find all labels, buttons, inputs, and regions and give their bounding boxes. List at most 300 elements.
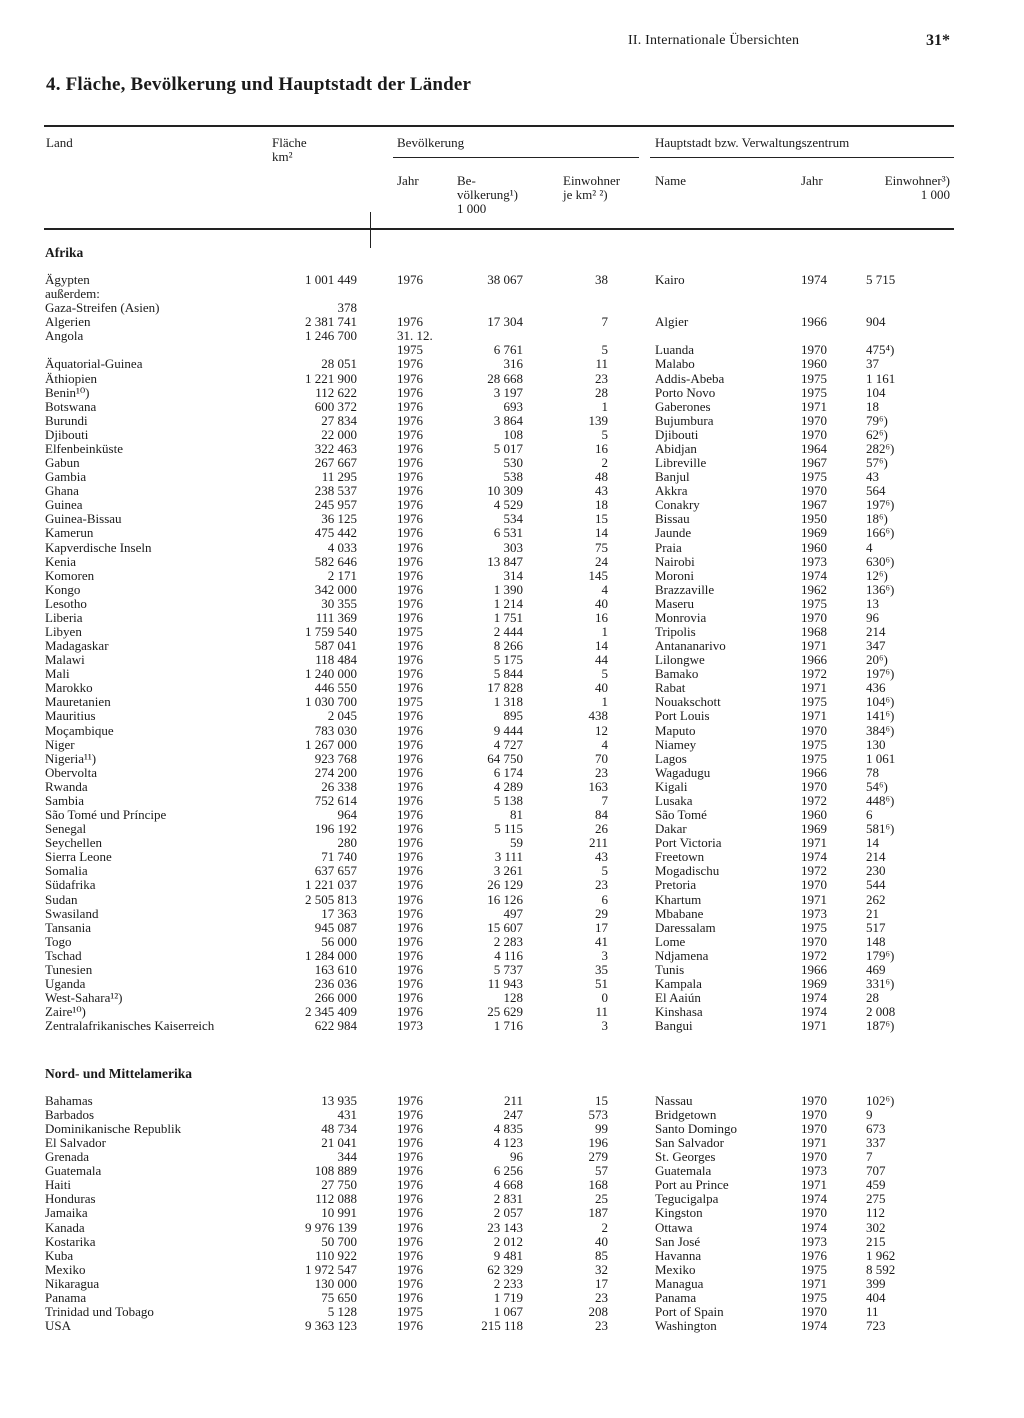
cell-land: Kenia — [45, 554, 77, 569]
table-row — [0, 526, 1024, 540]
cell-jahr: 1976 — [397, 1205, 423, 1221]
cell-flaeche: 637 657 — [314, 863, 357, 879]
table-row — [0, 1005, 1024, 1019]
cell-dichte: 3 — [601, 1018, 608, 1034]
cell-bevoelkerung: 4 116 — [494, 947, 523, 963]
table-row — [0, 1164, 1024, 1178]
cell-jahr: 1976 — [397, 764, 423, 780]
cell-hauptstadt: Port au Prince — [655, 1177, 729, 1193]
cell-hauptstadt: Kampala — [655, 976, 702, 991]
cell-einwohner: 384⁶) — [866, 722, 895, 738]
table-row — [0, 653, 1024, 667]
table-row — [0, 1249, 1024, 1263]
table-row — [0, 273, 1024, 287]
table-top-rule — [44, 125, 954, 127]
cell-bevoelkerung: 538 — [503, 469, 523, 485]
cell-bevoelkerung: 108 — [503, 426, 523, 442]
cell-hs-jahr: 1970 — [801, 722, 827, 738]
cell-einwohner: 102⁶) — [866, 1093, 895, 1108]
cell-dichte: 23 — [595, 877, 608, 893]
cell-flaeche: 238 537 — [314, 483, 357, 499]
cell-hs-jahr: 1950 — [801, 511, 827, 527]
cell-hs-jahr: 1975 — [801, 694, 827, 710]
cell-bevoelkerung: 5 175 — [493, 652, 523, 668]
cell-hs-jahr: 1971 — [801, 1275, 827, 1291]
cell-flaeche: 1 001 449 — [305, 272, 357, 287]
table-row — [0, 512, 1024, 526]
cell-land: Lesotho — [45, 596, 87, 611]
cell-einwohner: 112 — [866, 1205, 886, 1221]
table-row — [0, 414, 1024, 428]
cell-einwohner: 37 — [866, 356, 879, 372]
cell-dichte: 24 — [595, 553, 608, 569]
cell-einwohner: 262 — [866, 891, 886, 907]
cell-bevoelkerung: 3 111 — [494, 849, 523, 865]
cell-einwohner: 469 — [866, 961, 886, 977]
cell-flaeche: 266 000 — [314, 990, 357, 1006]
table-row — [0, 963, 1024, 977]
cell-bevoelkerung: 3 197 — [493, 384, 523, 400]
cell-dichte: 75 — [595, 539, 608, 555]
cell-land: Sierra Leone — [45, 850, 112, 865]
table-row — [0, 329, 1024, 343]
cell-flaeche: 10 991 — [321, 1205, 357, 1221]
header-hauptstadt: Hauptstadt bzw. Verwaltungszentrum — [655, 135, 850, 150]
cell-flaeche: 622 984 — [314, 1018, 357, 1034]
header-dichte: Einwohner je km² ²) — [563, 173, 621, 202]
cell-dichte: 15 — [595, 1093, 608, 1108]
cell-hauptstadt: Rabat — [655, 680, 686, 696]
cell-hauptstadt: Brazzaville — [655, 581, 715, 597]
cell-jahr: 1976 — [397, 356, 423, 372]
cell-flaeche: 27 834 — [321, 412, 357, 428]
cell-jahr: 1976 — [397, 821, 423, 837]
cell-land: Guinea — [45, 498, 83, 513]
cell-hs-jahr: 1967 — [801, 455, 827, 471]
cell-land: außerdem: — [45, 287, 100, 302]
cell-flaeche: 22 000 — [321, 426, 357, 442]
cell-einwohner: 404 — [866, 1289, 886, 1305]
cell-hs-jahr: 1962 — [801, 581, 827, 597]
cell-land: Mauretanien — [45, 695, 111, 710]
header-einwohner: Einwohner³) 1 000 — [884, 173, 950, 202]
cell-bevoelkerung: 9 481 — [493, 1247, 523, 1263]
cell-einwohner: 230 — [866, 863, 886, 879]
cell-land: Sambia — [45, 793, 84, 808]
cell-hauptstadt: Lome — [655, 933, 686, 949]
cell-hauptstadt: Ndjamena — [655, 947, 709, 963]
cell-dichte: 84 — [595, 807, 608, 823]
cell-hauptstadt: Praia — [655, 539, 682, 555]
cell-hauptstadt: Moroni — [655, 567, 694, 583]
cell-einwohner: 214 — [866, 849, 886, 865]
cell-hauptstadt: Lilongwe — [655, 652, 705, 668]
cell-bevoelkerung: 530 — [503, 455, 523, 471]
cell-bevoelkerung: 4 529 — [493, 497, 523, 513]
cell-land: Kamerun — [45, 526, 94, 541]
cell-jahr: 1976 — [397, 905, 423, 921]
cell-bevoelkerung: 9 444 — [493, 722, 523, 738]
cell-jahr: 1976 — [397, 581, 423, 597]
cell-bevoelkerung: 5 115 — [494, 821, 523, 837]
cell-hs-jahr: 1975 — [801, 919, 827, 935]
cell-jahr: 1976 — [397, 511, 423, 527]
cell-jahr: 1976 — [397, 807, 423, 823]
table-row — [0, 878, 1024, 892]
cell-hs-jahr: 1975 — [801, 750, 827, 766]
cell-hauptstadt: Malabo — [655, 356, 695, 372]
cell-einwohner: 179⁶) — [866, 947, 895, 963]
cell-einwohner: 20⁶) — [866, 652, 888, 668]
header-bevoelkerung: Bevölkerung — [397, 135, 465, 150]
cell-hauptstadt: Nouakschott — [655, 694, 721, 710]
cell-bevoelkerung: 96 — [510, 1149, 523, 1165]
cell-flaeche: 378 — [337, 300, 357, 316]
cell-jahr: 1976 — [397, 455, 423, 471]
cell-jahr: 1976 — [397, 1233, 423, 1249]
cell-hauptstadt: Port Victoria — [655, 835, 722, 851]
table-row — [0, 780, 1024, 794]
table-row — [0, 470, 1024, 484]
cell-bevoelkerung: 5 844 — [493, 666, 523, 682]
cell-jahr: 1976 — [397, 638, 423, 654]
cell-land: Barbados — [45, 1108, 95, 1123]
cell-dichte: 40 — [595, 595, 608, 611]
page-number: 31* — [926, 32, 950, 49]
cell-hs-jahr: 1966 — [801, 764, 827, 780]
cell-hs-jahr: 1971 — [801, 398, 827, 414]
cell-einwohner: 197⁶) — [866, 666, 895, 682]
cell-einwohner: 399 — [866, 1275, 886, 1291]
cell-land: Nikaragua — [45, 1276, 100, 1291]
cell-dichte: 23 — [595, 1317, 608, 1333]
cell-bevoelkerung: 5 017 — [493, 440, 523, 456]
cell-dichte: 26 — [595, 821, 608, 837]
cell-bevoelkerung: 5 138 — [493, 792, 523, 808]
cell-flaeche: 2 045 — [327, 708, 357, 724]
cell-flaeche: 446 550 — [314, 680, 357, 696]
cell-hauptstadt: Monrovia — [655, 609, 707, 625]
cell-einwohner: 11 — [866, 1303, 879, 1319]
cell-land: Kostarika — [45, 1234, 96, 1249]
cell-land: Tansania — [45, 920, 92, 935]
cell-hauptstadt: Guatemala — [655, 1163, 712, 1179]
cell-land: Botswana — [45, 399, 97, 414]
cell-flaeche: 48 734 — [321, 1121, 357, 1137]
cell-bevoelkerung: 215 118 — [481, 1317, 523, 1333]
cell-einwohner: 7 — [866, 1149, 873, 1165]
cell-flaeche: 280 — [337, 835, 357, 851]
table-row — [0, 639, 1024, 653]
table-row — [0, 766, 1024, 780]
cell-flaeche: 56 000 — [321, 933, 357, 949]
cell-flaeche: 9 976 139 — [305, 1219, 357, 1235]
table-row — [0, 1019, 1024, 1033]
cell-jahr: 1976 — [397, 469, 423, 485]
table-row — [0, 808, 1024, 822]
table-row — [0, 738, 1024, 752]
cell-flaeche: 110 922 — [315, 1247, 357, 1263]
table-row — [0, 709, 1024, 723]
cell-land: Mali — [45, 667, 70, 682]
cell-land: Gaza-Streifen (Asien) — [45, 301, 160, 316]
cell-hauptstadt: San José — [655, 1233, 701, 1249]
cell-dichte: 6 — [601, 891, 608, 907]
cell-dichte: 16 — [595, 609, 608, 625]
cell-einwohner: 141⁶) — [866, 708, 895, 724]
cell-dichte: 14 — [595, 638, 608, 654]
cell-hs-jahr: 1971 — [801, 1177, 827, 1193]
cell-dichte: 5 — [601, 666, 608, 682]
cell-flaeche: 130 000 — [314, 1275, 357, 1291]
cell-land: USA — [45, 1318, 72, 1333]
table-row — [0, 864, 1024, 878]
cell-hauptstadt: Tegucigalpa — [655, 1191, 719, 1207]
cell-flaeche: 600 372 — [314, 398, 357, 414]
cell-dichte: 23 — [595, 370, 608, 386]
cell-einwohner: 57⁶) — [866, 455, 888, 471]
cell-hauptstadt: Mexiko — [655, 1261, 696, 1277]
cell-dichte: 40 — [595, 680, 608, 696]
cell-bevoelkerung: 4 289 — [493, 778, 523, 794]
cell-jahr: 1976 — [397, 314, 423, 330]
cell-hauptstadt: Bissau — [655, 511, 690, 527]
cell-flaeche: 236 036 — [314, 976, 357, 991]
cell-dichte: 17 — [595, 1275, 608, 1291]
cell-dichte: 7 — [601, 314, 608, 330]
cell-hs-jahr: 1971 — [801, 1135, 827, 1151]
cell-jahr: 1976 — [397, 384, 423, 400]
cell-land: Djibouti — [45, 427, 89, 442]
cell-bevoelkerung: 2 233 — [493, 1275, 523, 1291]
cell-jahr: 1976 — [397, 539, 423, 555]
cell-hs-jahr: 1973 — [801, 1163, 827, 1179]
cell-bevoelkerung: 4 668 — [493, 1177, 523, 1193]
header-jahr: Jahr — [397, 173, 419, 188]
cell-jahr: 1976 — [397, 412, 423, 428]
cell-land: Äquatorial-Guinea — [45, 357, 143, 372]
cell-einwohner: 43 — [866, 469, 879, 485]
cell-jahr: 1976 — [397, 961, 423, 977]
cell-hauptstadt: San Salvador — [655, 1135, 724, 1151]
cell-einwohner: 723 — [866, 1317, 886, 1333]
cell-bevoelkerung: 13 847 — [487, 553, 523, 569]
cell-hs-jahr: 1970 — [801, 933, 827, 949]
cell-hs-jahr: 1973 — [801, 1233, 827, 1249]
cell-dichte: 43 — [595, 849, 608, 865]
cell-bevoelkerung: 5 737 — [493, 961, 523, 977]
table-row — [0, 907, 1024, 921]
cell-bevoelkerung: 4 727 — [493, 736, 523, 752]
cell-jahr: 1976 — [397, 609, 423, 625]
cell-einwohner: 21 — [866, 905, 879, 921]
cell-hs-jahr: 1970 — [801, 1205, 827, 1221]
cell-hs-jahr: 1970 — [801, 1107, 827, 1123]
cell-einwohner: 54⁶) — [866, 778, 888, 794]
cell-bevoelkerung: 1 719 — [493, 1289, 523, 1305]
table-row — [0, 1263, 1024, 1277]
cell-hs-jahr: 1970 — [801, 412, 827, 428]
cell-land: Madagaskar — [45, 639, 109, 654]
table-row — [0, 428, 1024, 442]
cell-einwohner: 475⁴) — [866, 342, 895, 358]
cell-dichte: 2 — [601, 455, 608, 471]
cell-flaeche: 28 051 — [321, 356, 357, 372]
cell-dichte: 4 — [601, 581, 608, 597]
cell-hauptstadt: Nairobi — [655, 553, 695, 569]
cell-land: Niger — [45, 737, 75, 752]
cell-dichte: 41 — [595, 933, 608, 949]
cell-hauptstadt: Dakar — [655, 821, 687, 837]
cell-land: Mexiko — [45, 1262, 86, 1277]
cell-jahr: 1976 — [397, 778, 423, 794]
cell-hs-jahr: 1973 — [801, 905, 827, 921]
cell-flaeche: 267 667 — [314, 455, 357, 471]
cell-bevoelkerung: 17 828 — [487, 680, 523, 696]
cell-flaeche: 108 889 — [314, 1163, 357, 1179]
cell-jahr: 1976 — [397, 919, 423, 935]
cell-hs-jahr: 1975 — [801, 595, 827, 611]
table-row — [0, 301, 1024, 315]
cell-dichte: 145 — [588, 567, 608, 583]
cell-hs-jahr: 1970 — [801, 1121, 827, 1137]
cell-hauptstadt: Santo Domingo — [655, 1121, 737, 1137]
cell-bevoelkerung: 81 — [510, 807, 523, 823]
cell-hs-jahr: 1960 — [801, 539, 827, 555]
table-row — [0, 921, 1024, 935]
cell-flaeche: 1 221 900 — [305, 370, 357, 386]
cell-flaeche: 342 000 — [314, 581, 357, 597]
table-row — [0, 400, 1024, 414]
cell-flaeche: 322 463 — [314, 440, 357, 456]
cell-bevoelkerung: 2 831 — [493, 1191, 523, 1207]
table-row — [0, 1291, 1024, 1305]
cell-hauptstadt: Maseru — [655, 595, 694, 611]
cell-jahr: 1975 — [397, 694, 423, 710]
cell-einwohner: 2 008 — [866, 1004, 896, 1020]
cell-einwohner: 187⁶) — [866, 1018, 895, 1034]
cell-hs-jahr: 1975 — [801, 736, 827, 752]
cell-land: São Tomé und Príncipe — [45, 808, 167, 823]
cell-dichte: 51 — [595, 976, 608, 991]
cell-hs-jahr: 1975 — [801, 370, 827, 386]
cell-flaeche: 1 759 540 — [305, 624, 357, 639]
cell-jahr: 1976 — [397, 1163, 423, 1179]
cell-einwohner: 12⁶) — [866, 567, 888, 583]
cell-flaeche: 274 200 — [314, 764, 357, 780]
cell-hauptstadt: Khartum — [655, 891, 702, 907]
cell-hauptstadt: Addis-Abeba — [655, 370, 725, 386]
cell-bevoelkerung: 16 126 — [487, 891, 523, 907]
cell-hs-jahr: 1974 — [801, 849, 827, 865]
cell-jahr: 1976 — [397, 1149, 423, 1165]
cell-flaeche: 1 246 700 — [305, 328, 357, 344]
cell-hs-jahr: 1976 — [801, 1247, 827, 1263]
cell-flaeche: 111 369 — [315, 609, 357, 625]
cell-land: Rwanda — [45, 779, 88, 794]
cell-hs-jahr: 1971 — [801, 638, 827, 654]
section-title: Nord- und Mittelamerika — [45, 1066, 192, 1081]
cell-jahr: 1976 — [397, 877, 423, 893]
cell-hauptstadt: Daressalam — [655, 919, 716, 935]
cell-dichte: 38 — [595, 272, 608, 287]
cell-einwohner: 275 — [866, 1191, 886, 1207]
cell-bevoelkerung: 534 — [503, 511, 523, 527]
cell-bevoelkerung: 6 761 — [493, 342, 523, 358]
cell-land: Mauritius — [45, 709, 96, 724]
cell-dichte: 17 — [595, 919, 608, 935]
cell-land: Marokko — [45, 681, 93, 696]
table-row — [0, 1122, 1024, 1136]
cell-hs-jahr: 1975 — [801, 469, 827, 485]
table-row — [0, 315, 1024, 329]
table-row — [0, 836, 1024, 850]
cell-hs-jahr: 1969 — [801, 976, 827, 991]
cell-hs-jahr: 1960 — [801, 356, 827, 372]
cell-dichte: 438 — [588, 708, 608, 724]
cell-jahr: 1976 — [397, 1191, 423, 1207]
cell-land: Tunesien — [45, 962, 93, 977]
cell-einwohner: 104⁶) — [866, 694, 895, 710]
cell-jahr: 1976 — [397, 1177, 423, 1193]
cell-jahr: 1976 — [397, 666, 423, 682]
cell-einwohner: 96 — [866, 609, 879, 625]
cell-einwohner: 1 962 — [866, 1247, 896, 1263]
cell-land: Ghana — [45, 484, 79, 499]
running-head: II. Internationale Übersichten — [628, 33, 800, 48]
cell-flaeche: 923 768 — [314, 750, 357, 766]
section-title: Afrika — [45, 245, 84, 260]
cell-dichte: 1 — [601, 694, 608, 710]
cell-land: Nigeria¹¹) — [45, 751, 97, 766]
table-row — [0, 287, 1024, 301]
cell-dichte: 85 — [595, 1247, 608, 1263]
cell-hs-jahr: 1970 — [801, 342, 827, 358]
cell-jahr: 1976 — [397, 680, 423, 696]
cell-jahr: 1976 — [397, 1261, 423, 1277]
cell-dichte: 48 — [595, 469, 608, 485]
header-flaeche: Fläche km² — [272, 135, 307, 164]
cell-hauptstadt: Maputo — [655, 722, 696, 738]
cell-hs-jahr: 1974 — [801, 990, 827, 1006]
table-row — [0, 583, 1024, 597]
cell-einwohner: 331⁶) — [866, 976, 895, 991]
cell-hauptstadt: Havanna — [655, 1247, 702, 1263]
cell-bevoelkerung: 497 — [503, 905, 523, 921]
cell-jahr: 1975 — [397, 1303, 423, 1319]
cell-dichte: 29 — [595, 905, 608, 921]
cell-dichte: 18 — [595, 497, 608, 513]
header-name: Name — [655, 173, 687, 188]
cell-hauptstadt: Banjul — [655, 469, 690, 485]
cell-hauptstadt: St. Georges — [655, 1149, 716, 1165]
cell-hauptstadt: Antananarivo — [655, 638, 726, 654]
cell-dichte: 1 — [601, 624, 608, 639]
cell-hs-jahr: 1972 — [801, 792, 827, 808]
cell-hauptstadt: Lusaka — [655, 792, 693, 808]
cell-bevoelkerung: 59 — [510, 835, 523, 851]
cell-land: Kapverdische Inseln — [45, 540, 152, 555]
cell-hauptstadt: Panama — [655, 1289, 697, 1305]
cell-flaeche: 2 381 741 — [305, 314, 357, 330]
cell-bevoelkerung: 693 — [503, 398, 523, 414]
cell-hauptstadt: Tripolis — [655, 624, 696, 639]
cell-bevoelkerung: 211 — [503, 1093, 523, 1108]
cell-hauptstadt: Luanda — [655, 342, 694, 358]
cell-einwohner: 148 — [866, 933, 886, 949]
cell-hs-jahr: 1972 — [801, 947, 827, 963]
cell-bevoelkerung: 6 256 — [493, 1163, 523, 1179]
